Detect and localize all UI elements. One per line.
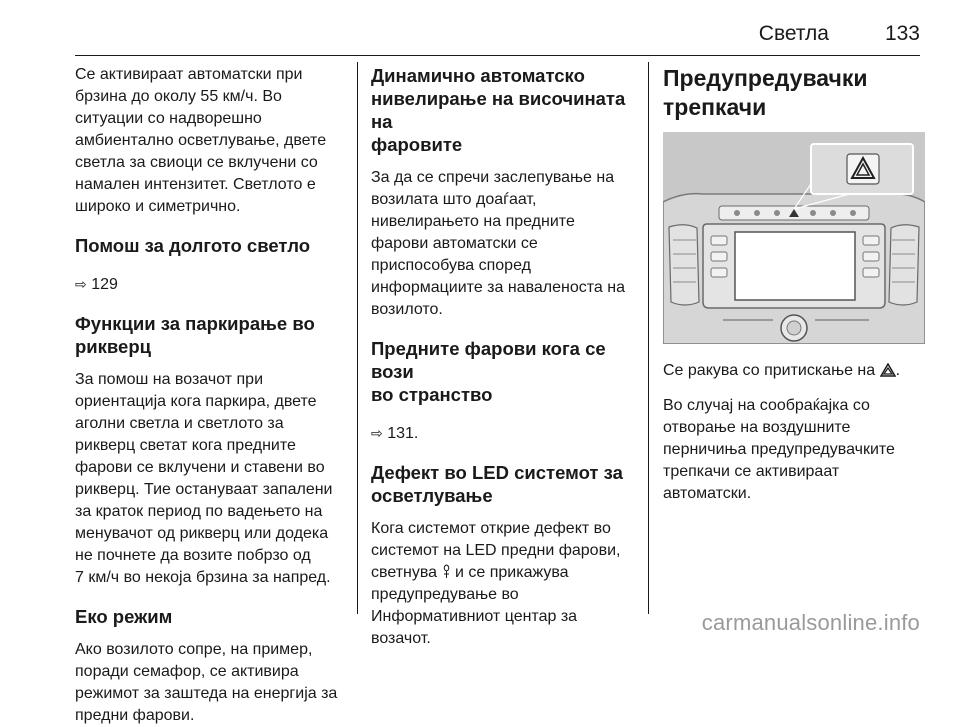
section-title: Светла [758,22,829,45]
leveling-paragraph: За да се спречи заслепување на возилата што доаѓаат, нивелирањето на предните фарови автоматски се приспособува според информациите за навалeноста на возилото. [371,169,625,318]
heading-led-fault: Дефект во LED системот за осветлување [371,462,623,506]
page-header [759,22,920,46]
column-1 [75,64,347,727]
center-console-illustration [663,132,925,344]
led-paragraph: Кога системот открие дефект во системот на LED предни фарови, светнува и се прикажува предупредување во Информативниот центар за возачот. [371,520,621,647]
column-divider [648,62,649,614]
intro-paragraph: Се активираат автоматски при брзина до околу 55 км/ч. Во ситуации со надворешно амбиентално осветлување, двете светла за свиоци се вклучени со намален интензитет. Светлото е широко и симетрично. [75,66,327,215]
auto-activation-paragraph: Во случај на сообраќајка со отворање на воздушните перничиња предупредувачките трепкачи се активираат автоматски. [663,397,895,502]
header-rule [75,55,920,56]
eco-paragraph: Ако возилото сопре, на пример, поради семафор, се активира режимот за заштеда на енергија за предни фарови. [75,641,338,724]
watermark: carmanualsonline.info [701,610,920,635]
arrow-reference-icon: ⇨ [371,425,383,441]
column-3 [663,64,925,505]
page-number: 133 [884,22,920,45]
heading-hazard-warning-flashers: Предупредувачки трепкачи [663,65,868,120]
arrow-reference-icon: ⇨ [75,276,87,292]
headlight-warning-icon [442,564,455,581]
center-console-figure [663,132,925,344]
heading-headlight-leveling: Динамично автоматско нивелирање на височината на фаровите [371,65,626,155]
column-divider [357,62,358,614]
column-2 [371,64,633,650]
press-instruction: Се ракува со притискање на . [663,360,925,384]
cross-reference-131[interactable]: ⇨ 131. [371,425,419,442]
heading-high-beam-assist: Помош за долгото светло [75,235,311,256]
hazard-warning-icon [880,362,896,384]
cross-reference-129[interactable]: ⇨ 129 [75,276,118,293]
heading-eco-mode: Еко режим [75,606,173,627]
parking-paragraph: За помош на возачот при ориентација кога паркира, двете аголни светла и светлото за рикверц светат кога предните фарови се вклучени и ставени во рикверц. Тие остануваат запалени за краток период по вадењето на менувачот од рикверц или додека не почнете да возите побрзо од 7 км/ч во некоја брзина за напред. [75,371,333,586]
heading-parking-functions: Функции за паркирање во рикверц [75,313,315,357]
heading-driving-abroad: Предните фарови кога се вози во странство [371,338,606,405]
